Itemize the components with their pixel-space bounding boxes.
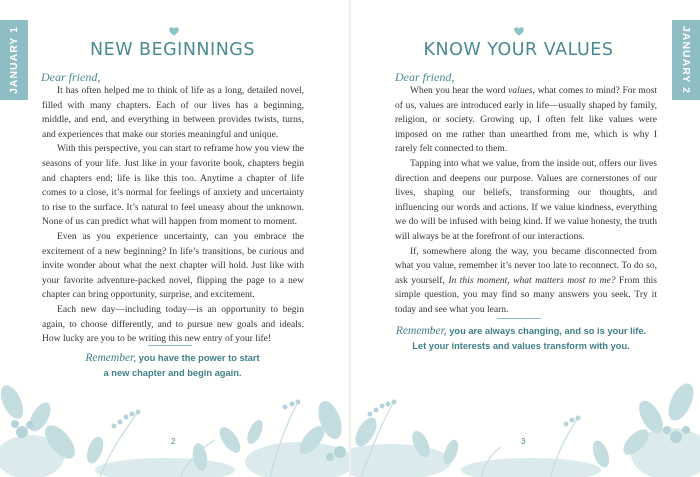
reminder-word: Remember, bbox=[395, 325, 447, 337]
floral-decoration bbox=[0, 362, 349, 477]
page-number: 2 bbox=[171, 437, 176, 446]
right-page bbox=[351, 0, 700, 477]
reminder-text: you are always changing, and so is your life. bbox=[446, 326, 647, 336]
reminder-text: Let your interests and values transform with you. bbox=[412, 341, 630, 351]
salutation: Dear friend, bbox=[41, 70, 101, 84]
reminder-callout bbox=[371, 324, 671, 354]
date-tab-label: JANUARY 2 bbox=[680, 26, 692, 94]
page-title: NEW BEGINNINGS bbox=[90, 40, 255, 60]
heart-icon bbox=[169, 27, 179, 36]
paragraph: When you hear the word values, what comes to mind? For most of us, values are introduced early in life—usually shaped by family, religion, or society. Growing up, I often felt like values were imposed on me rather than unearthed from me, which is why I rarely felt connected to them. bbox=[395, 85, 657, 155]
paragraph: It has often helped me to think of life as a long, detailed novel, filled with many chapters. Each of our lives has a beginning, middle, and end, and everything in between provides twists, turns, and experiences that make our stories meaningful and unique. bbox=[42, 85, 304, 140]
date-tab-label: JANUARY 1 bbox=[8, 26, 20, 94]
floral-decoration bbox=[351, 362, 700, 477]
date-tab-right bbox=[672, 20, 700, 100]
salutation: Dear friend, bbox=[395, 70, 455, 84]
paragraph: With this perspective, you can start to reframe how you view the seasons of your life. Just like in your favorite book, chapters begin and chapters end; life is like this too. Anytime a chapter of life comes to a close, it’s normal for feelings of anxiety and uncertainty to rise to the surface. It’s natural to feel uneasy about the unknown. None of us can predict what will happen from moment to moment. bbox=[42, 143, 304, 228]
paragraph: Tapping into what we value, from the inside out, offers our lives direction and deepens our purpose. Values are cornerstones of our lives, shaping our beliefs, transforming our thoughts, and influencing our words and actions. If we value kindness, everything we do will be infused with being kind. If we value honesty, the truth will always be at the forefront of our interactions. bbox=[395, 157, 657, 242]
reminder-text: a new chapter and begin again. bbox=[103, 368, 242, 378]
divider bbox=[148, 345, 192, 346]
paragraph: Even as you experience uncertainty, can you embrace the excitement of a new beginning? In life’s transitions, be curious and invite wonder about what the next chapter will hold. Just like with your favorite adventure-packed novel, flipping the page to a new chapter can bring opportunity, surprise, and excitement. bbox=[42, 230, 304, 301]
reminder-text: you have the power to start bbox=[136, 353, 260, 363]
heart-icon bbox=[514, 27, 524, 36]
body-text bbox=[42, 84, 304, 347]
reminder-word: Remember, bbox=[85, 352, 137, 364]
left-page bbox=[0, 0, 349, 477]
paragraph: Each new day—including today—is an opportunity to begin again, to choose differently, and to pursue new goals and ideals. How lucky are you to be writing this new entry of your life! bbox=[42, 303, 304, 345]
divider bbox=[497, 318, 541, 319]
page-title: KNOW YOUR VALUES bbox=[423, 40, 614, 60]
date-tab-left bbox=[0, 20, 28, 100]
body-text bbox=[395, 84, 657, 318]
paragraph: If, somewhere along the way, you became disconnected from what you value, remember it’s never too late to reconnect. To do so, ask yourself, In this moment, what matters most to me? From this simple question, you may find so many answers you seek. Try it today and see what you learn. bbox=[395, 245, 658, 315]
page-number: 3 bbox=[521, 437, 526, 446]
